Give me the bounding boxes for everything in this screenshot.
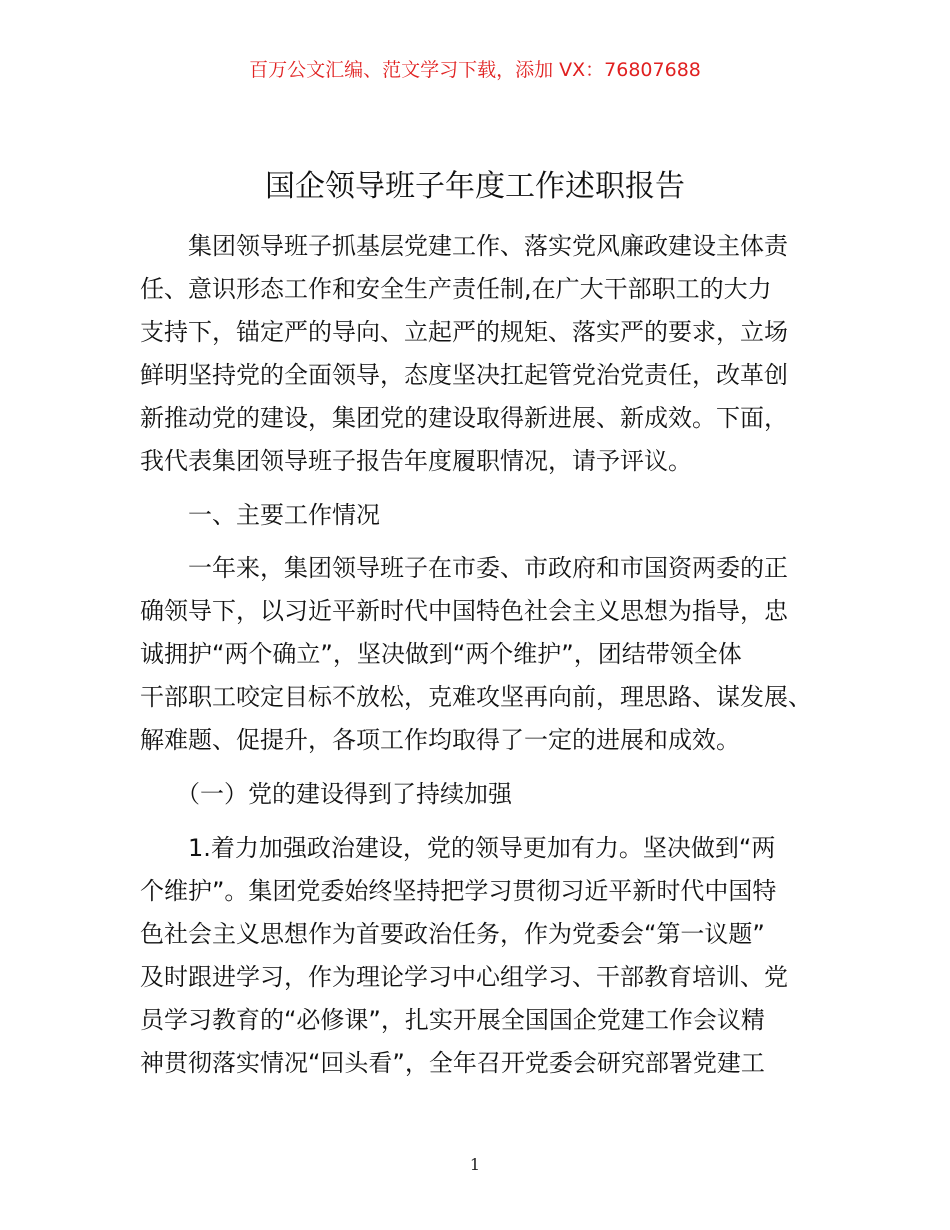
subsection-heading: [140, 773, 820, 816]
paragraph-line: 我代表集团领导班子报告年度履职情况，请予评议。: [140, 447, 692, 475]
paragraph-line: 神贯彻落实情况“回头看”，全年召开党委会研究部署党建工: [140, 1049, 765, 1077]
subsection-paragraph: [140, 827, 820, 1085]
paragraph-line: 员学习教育的“必修课”，扎实开展全国国企党建工作会议精: [140, 1006, 765, 1034]
paragraph-line: 一年来，集团领导班子在市委、市政府和市国资两委的正: [140, 554, 788, 582]
paragraph-line: 色社会主义思想作为首要政治任务，作为党委会“第一议题”: [140, 920, 765, 948]
paragraph-line: 解难题、促提升，各项工作均取得了一定的进展和成效。: [140, 726, 740, 754]
header-banner: 百万公文汇编、范文学习下载，添加 VX：76807688: [249, 59, 701, 81]
paragraph-line: 任、意识形态工作和安全生产责任制,在广大干部职工的大力: [140, 275, 772, 303]
paragraph-line: 个维护”。集团党委始终坚持把学习贯彻习近平新时代中国特: [140, 877, 777, 905]
paragraph-line: 确领导下，以习近平新时代中国特色社会主义思想为指导，忠: [140, 597, 788, 625]
intro-paragraph: [140, 225, 820, 483]
paragraph-line: 1.着力加强政治建设，党的领导更加有力。坚决做到“两: [140, 834, 776, 862]
document-title: 国企领导班子年度工作述职报告: [265, 169, 685, 204]
paragraph-line: 干部职工咬定目标不放松，克难攻坚再向前，理思路、谋发展、: [140, 683, 812, 711]
paragraph-line: 鲜明坚持党的全面领导，态度坚决扛起管党治党责任，改革创: [140, 361, 788, 389]
section-heading-text: 一、主要工作情况: [140, 501, 380, 529]
paragraph-line: 新推动党的建设，集团党的建设取得新进展、新成效。下面，: [140, 404, 788, 432]
section-paragraph: [140, 547, 820, 762]
paragraph-line: 集团领导班子抓基层党建工作、落实党风廉政建设主体责: [140, 232, 788, 260]
section-heading: [140, 494, 820, 537]
page-number: 1: [469, 1155, 481, 1174]
subsection-heading-text: （一）党的建设得到了持续加强: [140, 780, 512, 808]
paragraph-line: 及时跟进学习，作为理论学习中心组学习、干部教育培训、党: [140, 963, 788, 991]
paragraph-line: 支持下，锚定严的导向、立起严的规矩、落实严的要求，立场: [140, 318, 788, 346]
paragraph-line: 诚拥护“两个确立”，坚决做到“两个维护”，团结带领全体: [140, 640, 742, 668]
